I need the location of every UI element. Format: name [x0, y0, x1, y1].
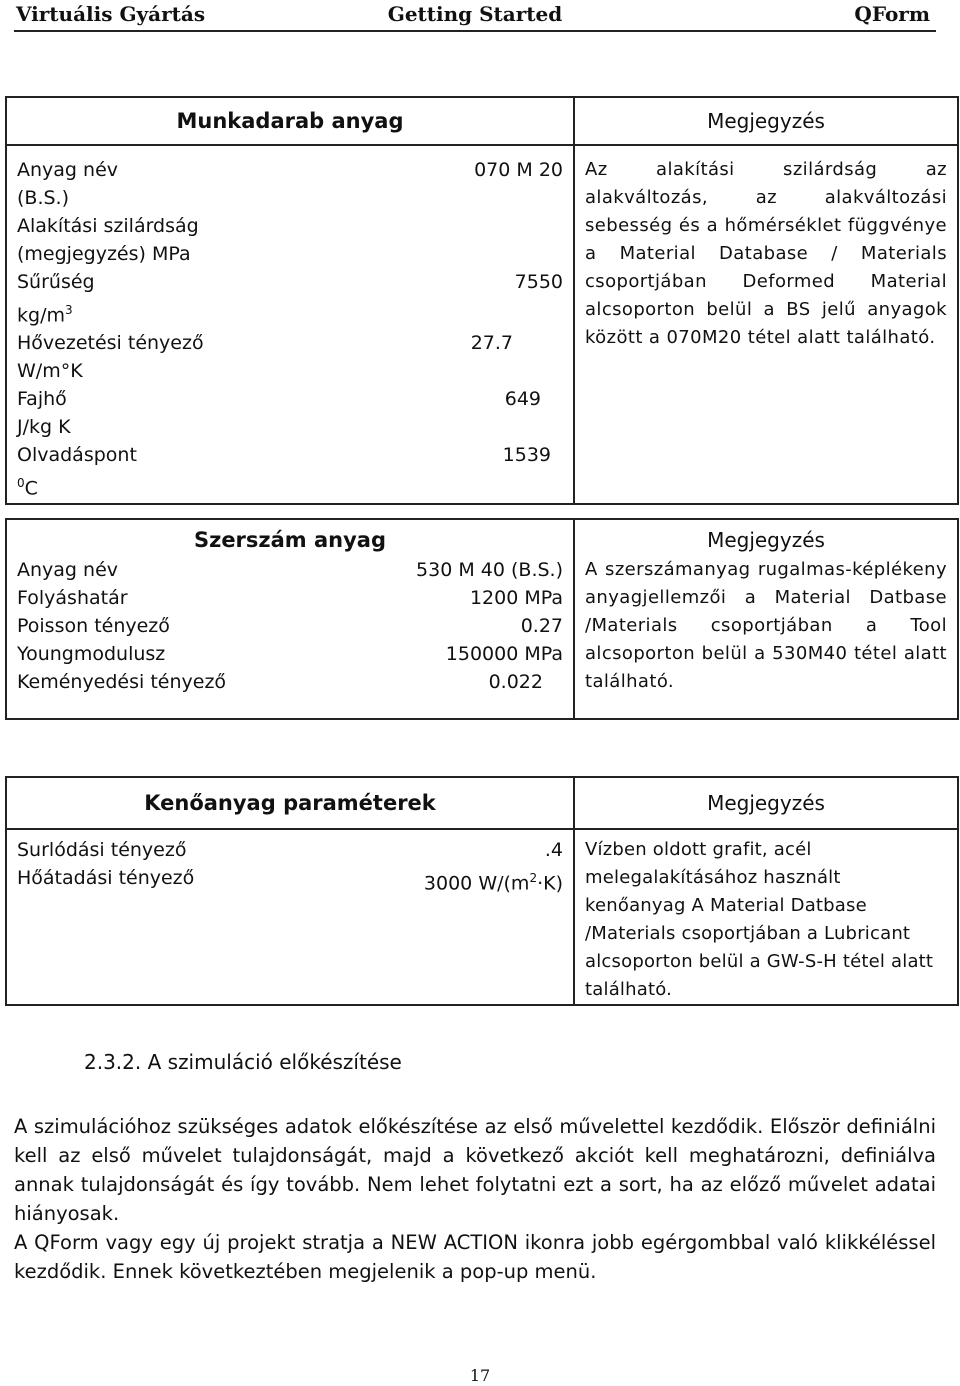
workpiece-row-conductivity — [17, 329, 563, 357]
section-heading: 2.3.2. A szimuláció előkészítése — [84, 1050, 402, 1074]
row-value: 0.27 — [520, 615, 563, 637]
row-label: Anyag név — [17, 159, 119, 181]
row-value: .4 — [544, 839, 563, 861]
row-unit: (megjegyzés) MPa — [17, 243, 191, 265]
row-label: Youngmodulusz — [17, 643, 166, 665]
row-unit: W/m°K — [17, 360, 83, 383]
row-value: 27.7 — [470, 332, 513, 355]
tool-note-text: A szerszámanyag rugalmas-képlékeny anyagjellemzői a Material Datbase /Materials csoportjában a Tool alcsoporton belül a 530M40 tétel alatt található. — [585, 559, 947, 692]
lubricant-note-title: Megjegyzés — [574, 777, 958, 829]
tool-row-hardening — [17, 668, 563, 696]
row-label: Hőátadási tényező — [17, 867, 195, 889]
row-unit: $kg/m^3$ — [17, 303, 73, 327]
tool-table — [5, 518, 959, 720]
tool-note — [574, 519, 958, 719]
tool-row-yield — [17, 584, 563, 612]
row-label: Folyáshatár — [17, 587, 128, 609]
row-label: Fajhő — [17, 388, 67, 411]
workpiece-row-density — [17, 268, 563, 296]
row-label: Hővezetési tényező — [17, 332, 204, 355]
row-label: Sűrűség — [17, 271, 95, 293]
workpiece-properties — [6, 145, 574, 504]
row-value: 649 — [504, 388, 541, 411]
row-label: Alakítási szilárdság — [17, 215, 199, 237]
workpiece-row-flow-stress — [17, 212, 563, 240]
row-unit: J/kg K — [17, 416, 71, 439]
workpiece-note-title: Megjegyzés — [574, 97, 958, 145]
workpiece-row-melting-point — [17, 441, 563, 469]
row-label: Surlódási tényező — [17, 839, 187, 861]
workpiece-row-specific-heat — [17, 385, 563, 413]
tool-row-name — [17, 556, 563, 584]
row-value: 1200 MPa — [469, 587, 563, 609]
paragraph-1: A szimulációhoz szükséges adatok előkészítése az első művelettel kezdődik. Először definiálni kell az első művelet tulajdonságát, majd a következő akciót kell meghatározni, definiálva annak tulajdonságát és így tovább. Nem lehet folytatni ezt a sort, ha az előző művelet adatai hiányosak. — [14, 1115, 936, 1225]
row-label: Anyag név — [17, 559, 119, 581]
paragraph-2: A QForm vagy egy új projekt stratja a NEW ACTION ikonra jobb egérgombbal való klikkéléssel kezdődik. Ennek következtében megjelenik a pop-up menü. — [14, 1231, 936, 1283]
tool-properties — [6, 519, 574, 719]
row-value: 150000 MPa — [445, 643, 563, 665]
section-body — [14, 1112, 936, 1286]
lubricant-table — [5, 776, 959, 1006]
row-value: 530 M 40 (B.S.) — [416, 559, 563, 581]
lubricant-title: Kenőanyag paraméterek — [6, 777, 574, 829]
page-number: 17 — [469, 1366, 491, 1385]
row-value: 7550 — [514, 271, 563, 293]
row-value: 1539 — [502, 444, 551, 467]
workpiece-title: Munkadarab anyag — [6, 97, 574, 145]
lubricant-row-heat-transfer — [17, 864, 563, 897]
workpiece-row-name — [17, 156, 563, 184]
row-unit: (B.S.) — [17, 187, 69, 209]
lubricant-note — [574, 829, 958, 1005]
lubricant-properties — [6, 829, 574, 1005]
row-value: 070 M 20 — [474, 159, 563, 181]
row-unit: $^0$C — [17, 476, 38, 500]
workpiece-table — [5, 96, 959, 505]
page-header — [14, 0, 936, 32]
tool-row-poisson — [17, 612, 563, 640]
workpiece-note — [574, 145, 958, 504]
lubricant-row-friction — [17, 836, 563, 864]
tool-title: Szerszám anyag — [193, 528, 387, 552]
workpiece-note-text: Az alakítási szilárdság az alakváltozás, az alakváltozási sebesség és a hőmérséklet függvénye a Material Database / Materials csoportjában Deformed Material alcsoporton belül a BS jelű anyagok között a 070M20 tétel alatt található. — [585, 159, 947, 348]
row-value: 0.022 — [488, 671, 543, 693]
header-center-title: Getting Started — [387, 2, 563, 26]
header-right-title: QForm — [854, 2, 930, 26]
lubricant-note-text: Vízben oldott grafit, acél melegalakításához használt kenőanyag A Material Datbase /Materials csoportjában a Lubricant alcsoporton belül a GW-S-H tétel alatt található. — [585, 839, 934, 1000]
row-label: Olvadáspont — [17, 444, 137, 467]
row-value: 3000 $W/(m^2\cdot K)$ — [423, 871, 563, 895]
tool-note-title: Megjegyzés — [707, 528, 825, 552]
row-label: Keményedési tényező — [17, 671, 227, 693]
tool-row-young — [17, 640, 563, 668]
row-label: Poisson tényező — [17, 615, 170, 637]
header-left-title: Virtuális Gyártás — [16, 2, 206, 26]
